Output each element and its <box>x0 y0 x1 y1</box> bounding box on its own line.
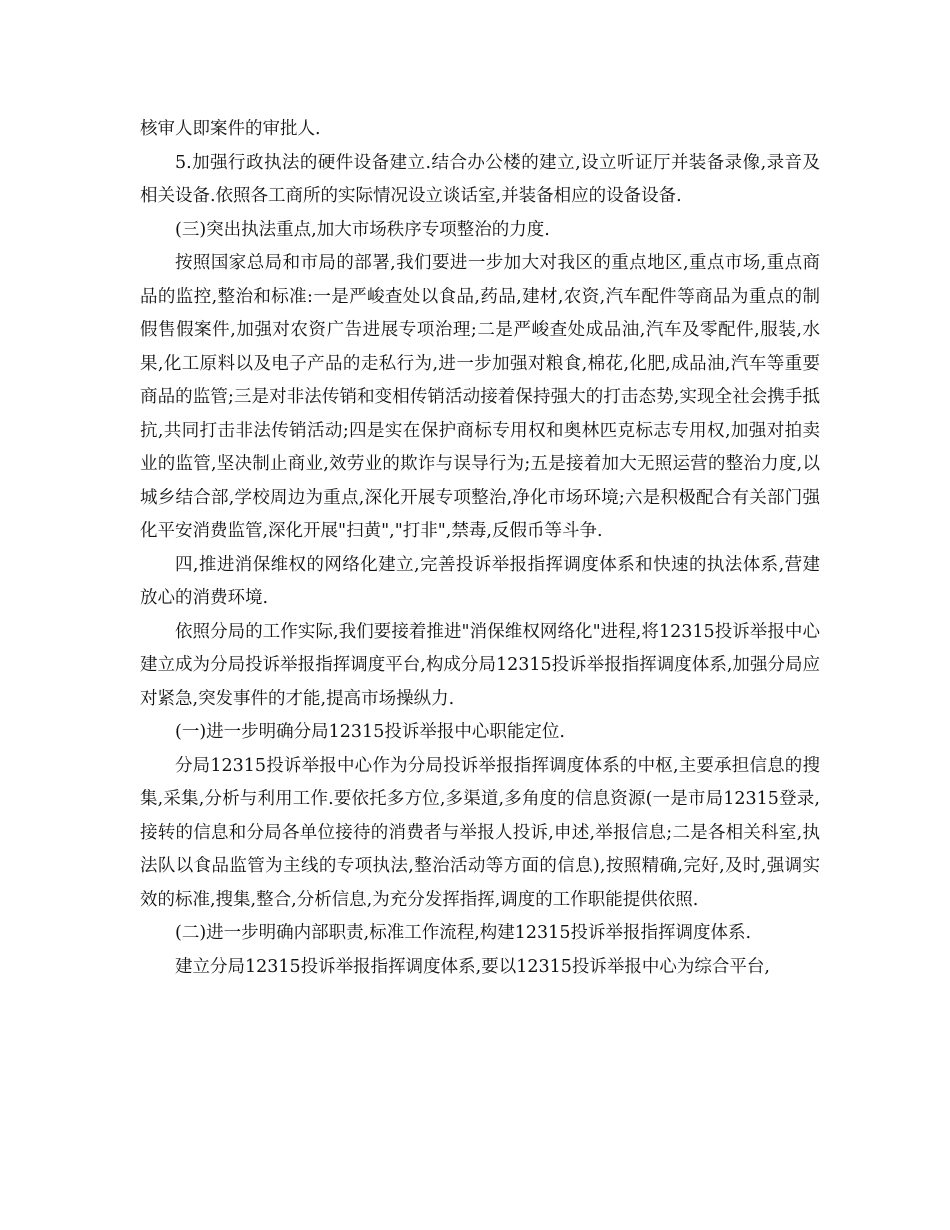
paragraph-2: 5.加强行政执法的硬件设备建立.结合办公楼的建立,设立听证厅并装备录像,录音及相关设备.依照各工商所的实际情况设立谈话室,并装备相应的设备设备. <box>140 152 820 206</box>
paragraph-8: 分局12315投诉举报中心作为分局投诉举报指挥调度体系的中枢,主要承担信息的搜集,采集,分析与利用工作.要依托多方位,多渠道,多角度的信息资源(一是市局12315登录,接转的信息和分局各单位接待的消费者与举报人投诉,申述,举报信息;二是各相关科室,执法队以食品监管为主线的专项执法,整治活动等方面的信息),按照精确,完好,及时,强调实效的标准,搜集,整合,分析信息,为充分发挥指挥,调度的工作职能提供依照. <box>140 755 820 910</box>
section-heading-3: (三)突出执法重点,加大市场秩序专项整治的力度. <box>175 219 550 240</box>
paragraph-1: 核审人即案件的审批人. <box>140 119 321 139</box>
subsection-heading-1: (一)进一步明确分局12315投诉举报中心职能定位. <box>175 722 565 742</box>
paragraph-4: 按照国家总局和市局的部署,我们要进一步加大对我区的重点地区,重点市场,重点商品的监控,整治和标准:一是严峻查处以食品,药品,建材,农资,汽车配件等商品为重点的制假售假案件,加强对农资广告进展专项治理;二是严峻查处成品油,汽车及零配件,服装,水果,化工原料以及电子产品的走私行为,进一步加强对粮食,棉花,化肥,成品油,汽车等重要商品的监管;三是对非法传销和变相传销活动接着保持强大的打击态势,实现全社会携手抵抗,共同打击非法传销活动;四是实在保护商标专用权和奥林匹克标志专用权,加强对拍卖业的监管,坚决制止商业,效劳业的欺诈与误导行为;五是接着加大无照运营的整治力度,以城乡结合部,学校周边为重点,深化开展专项整治,净化市场环境;六是积极配合有关部门强化平安消费监管,深化开展"扫黄","打非",禁毒,反假币等斗争. <box>140 253 820 541</box>
paragraph-10: 建立分局12315投诉举报指挥调度体系,要以12315投诉举报中心为综合平台, <box>175 956 770 977</box>
document-body <box>140 113 820 984</box>
subsection-heading-2: (二)进一步明确内部职责,标准工作流程,构建12315投诉举报指挥调度体系. <box>175 923 752 943</box>
section-heading-4: 四,推进消保维权的网络化建立,完善投诉举报指挥调度体系和快速的执法体系,营建放心的消费环境. <box>140 554 820 608</box>
paragraph-6: 依照分局的工作实际,我们要接着推进"消保维权网络化"进程,将12315投诉举报中心建立成为分局投诉举报指挥调度平台,构成分局12315投诉举报指挥调度体系,加强分局应对紧急,突发事件的才能,提高市场操纵力. <box>140 621 820 709</box>
